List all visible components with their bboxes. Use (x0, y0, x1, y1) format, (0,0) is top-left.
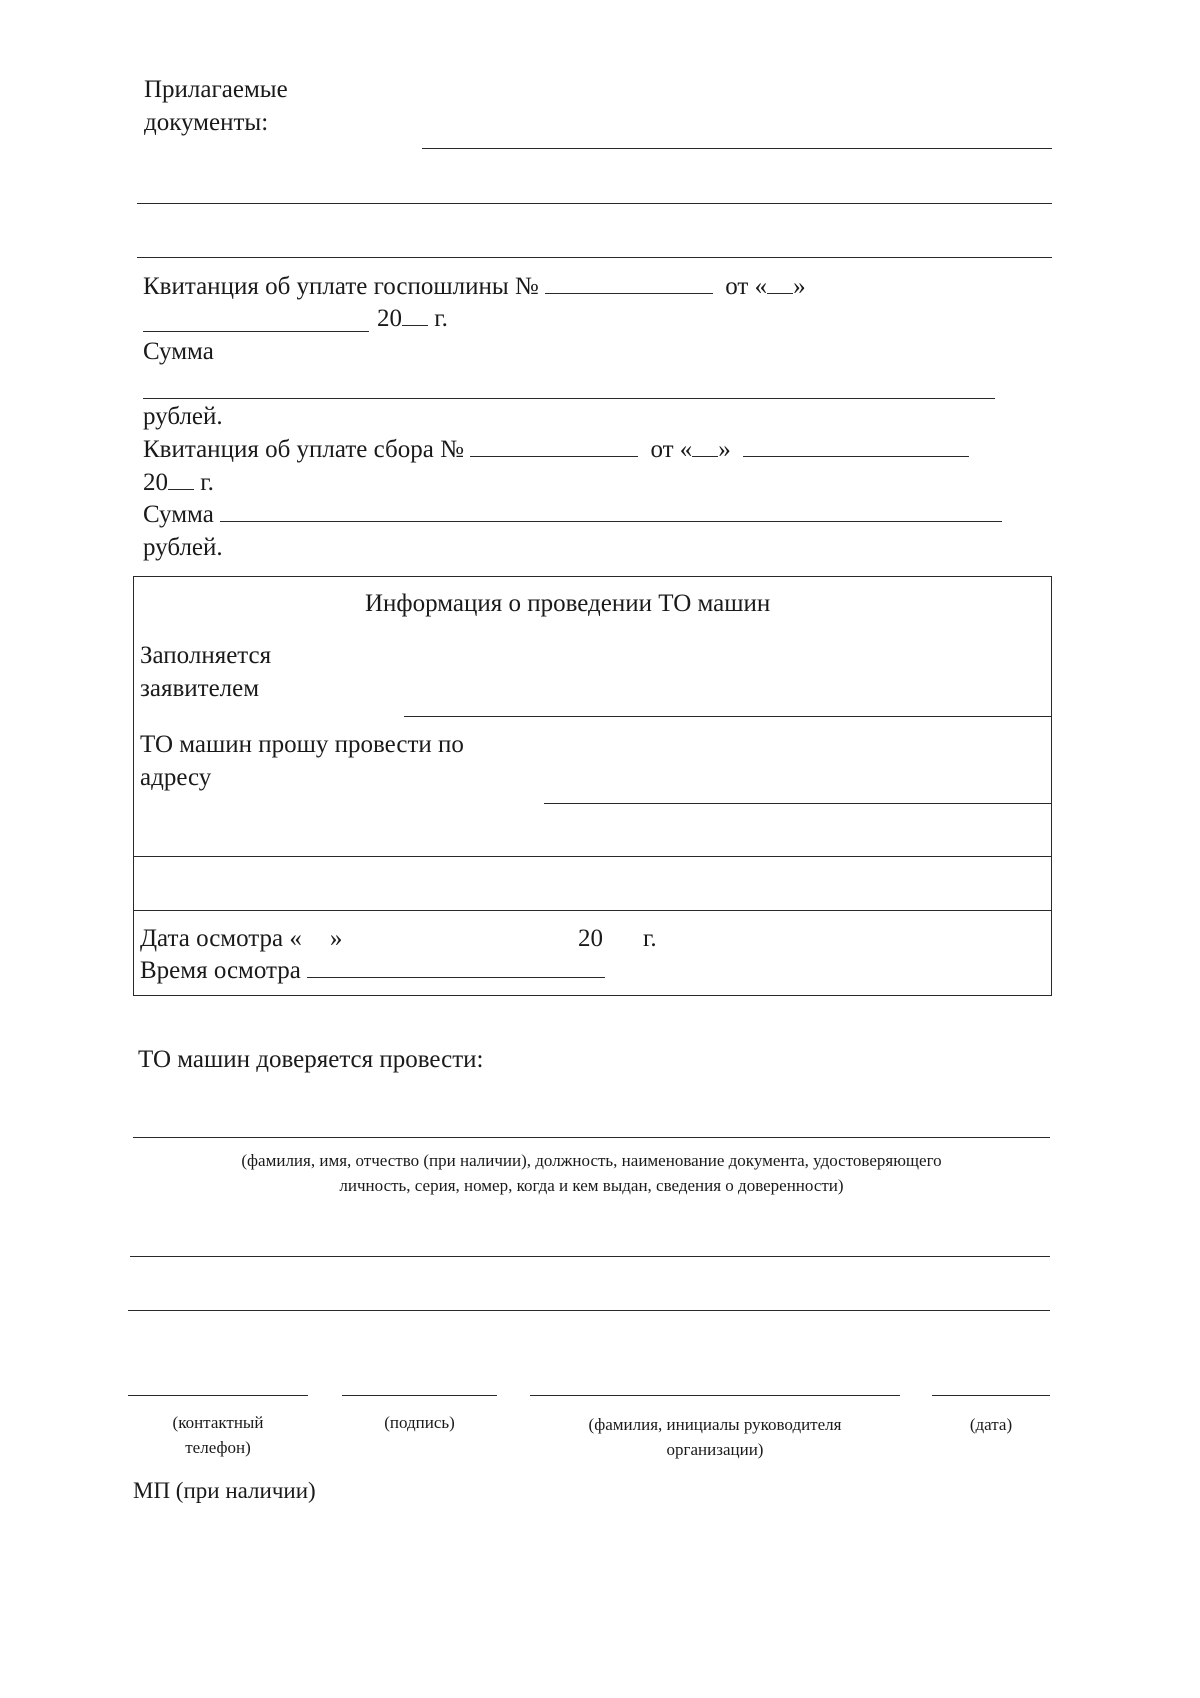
trust-caption-line2: личность, серия, номер, когда и кем выдан, сведения о доверенности) (339, 1176, 844, 1195)
fee-receipt-sum-field[interactable] (220, 499, 1002, 522)
inspection-date-year: 20 (578, 925, 603, 952)
contact-phone-caption-line1: (контактный (172, 1413, 264, 1432)
duty-receipt-number-field[interactable] (545, 271, 713, 294)
inspection-date-close: » (329, 925, 343, 952)
inspection-time-label: Время осмотра (140, 957, 301, 984)
fee-receipt-year-row (143, 467, 214, 499)
duty-receipt-row (143, 271, 806, 303)
duty-receipt-year-field[interactable] (402, 303, 428, 326)
contact-phone-field[interactable] (128, 1395, 308, 1396)
stamp-label: МП (при наличии) (133, 1478, 316, 1503)
signature-caption: (подпись) (384, 1413, 455, 1432)
attachments-label-line1: Прилагаемые (144, 76, 288, 103)
inspection-time-row (140, 955, 605, 987)
contact-phone-caption-line2: телефон) (185, 1438, 251, 1457)
duty-receipt-month-field[interactable] (143, 331, 369, 332)
duty-receipt-from-label: от « (725, 273, 768, 300)
fee-receipt-year-field[interactable] (168, 467, 194, 490)
inspection-date-year-row (578, 923, 657, 955)
trust-field-line-3[interactable] (128, 1310, 1050, 1311)
inspection-box-title: Информация о проведении ТО машин (365, 590, 771, 617)
duty-receipt-sum-label: Сумма (143, 338, 214, 365)
inspection-filled-label-line1: Заполняется (140, 642, 272, 669)
duty-receipt-from-close: » (793, 273, 806, 300)
inspection-date-row (140, 923, 342, 955)
duty-receipt-day-field[interactable] (767, 271, 793, 294)
duty-receipt-sum-field[interactable] (143, 398, 995, 399)
attachments-field-line-3[interactable] (137, 257, 1052, 258)
head-name-caption-line2: организации) (666, 1440, 764, 1459)
attachments-label-line2: документы: (144, 109, 269, 136)
trust-field-line-1[interactable] (133, 1137, 1050, 1138)
inspection-address-label-line1: ТО машин прошу провести по (140, 731, 464, 758)
fee-receipt-month-field[interactable] (743, 434, 969, 457)
applicant-field-line[interactable] (404, 716, 1052, 717)
fee-receipt-from-label: от « (650, 436, 693, 463)
fee-receipt-currency: рублей. (143, 534, 223, 561)
inspection-time-field[interactable] (307, 955, 605, 978)
duty-receipt-label: Квитанция об уплате госпошлины № (143, 273, 539, 300)
head-name-caption-line1: (фамилия, инициалы руководителя (588, 1415, 842, 1434)
fee-receipt-label: Квитанция об уплате сбора № (143, 436, 464, 463)
head-name-field[interactable] (530, 1395, 900, 1396)
duty-receipt-year-row (377, 303, 448, 335)
duty-receipt-currency: рублей. (143, 403, 223, 430)
trust-caption-line1: (фамилия, имя, отчество (при наличии), должность, наименование документа, удостоверяющего (241, 1151, 942, 1170)
inspection-date-label: Дата осмотра « (140, 925, 302, 952)
fee-receipt-row (143, 434, 969, 466)
fee-receipt-year: 20 (143, 469, 168, 496)
duty-receipt-year-suffix: г. (434, 305, 448, 332)
fee-receipt-from-close: » (718, 436, 731, 463)
fee-receipt-day-field[interactable] (692, 434, 718, 457)
inspection-address-field-line-3[interactable] (133, 910, 1052, 911)
fee-receipt-sum-label: Сумма (143, 501, 214, 528)
fee-receipt-year-suffix: г. (200, 469, 214, 496)
date-field[interactable] (932, 1395, 1050, 1396)
attachments-field-line-1[interactable] (422, 148, 1052, 149)
inspection-address-label-line2: адресу (140, 764, 212, 791)
attachments-field-line-2[interactable] (137, 203, 1052, 204)
inspection-date-year-suffix: г. (643, 925, 657, 952)
trust-field-line-2[interactable] (130, 1256, 1050, 1257)
date-caption: (дата) (969, 1415, 1013, 1434)
inspection-address-field-line-2[interactable] (133, 856, 1052, 857)
duty-receipt-year: 20 (377, 305, 402, 332)
fee-receipt-sum-row (143, 499, 1002, 531)
trust-label: ТО машин доверяется провести: (138, 1046, 484, 1073)
fee-receipt-number-field[interactable] (470, 434, 638, 457)
signature-field[interactable] (342, 1395, 497, 1396)
inspection-address-field-line-1[interactable] (544, 803, 1052, 804)
inspection-filled-label-line2: заявителем (140, 675, 260, 702)
